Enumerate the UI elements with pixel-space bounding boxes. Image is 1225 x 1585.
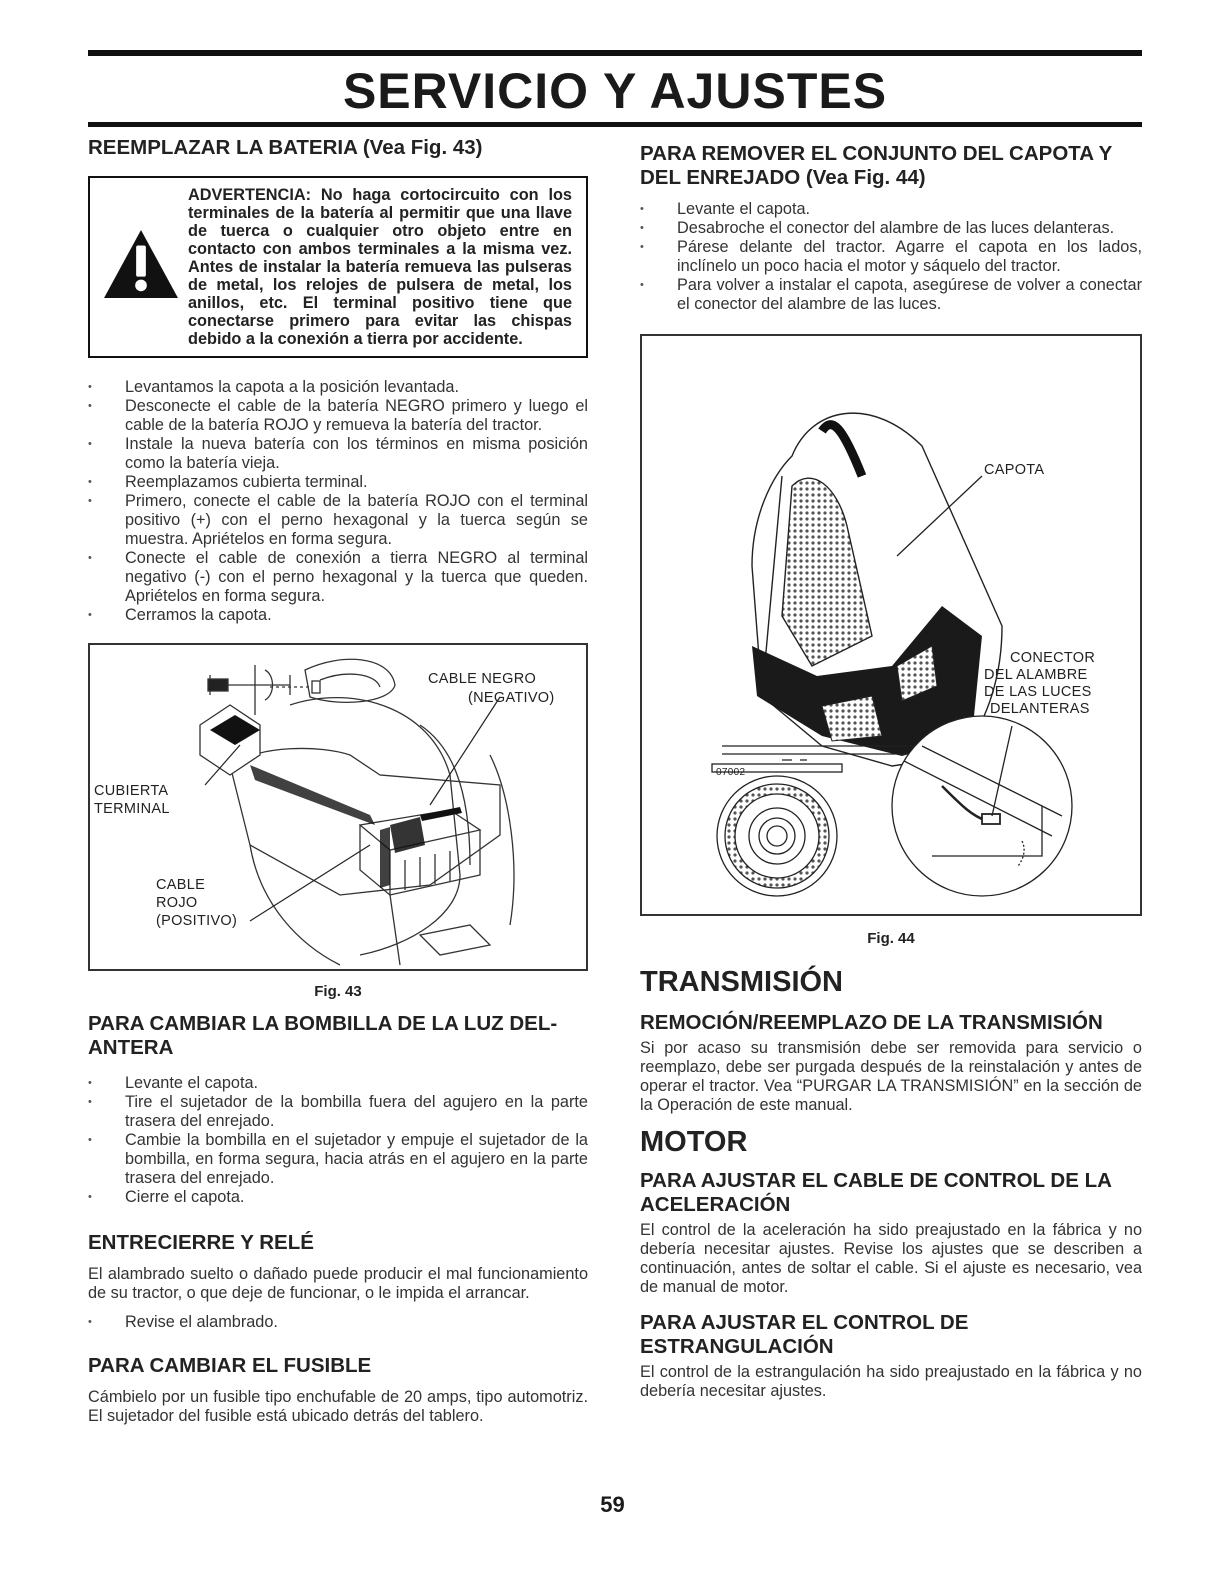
label-black-cable-negative: (NEGATIVO) <box>468 690 555 706</box>
throttle-text: El control de la aceleración ha sido preajustado en la fábrica y no debería necesitar ajustes. Revise los ajustes que se describen a continuación, antes de soltar el cable. Si el ajuste es necesario, vea de manual de motor. <box>640 1221 1142 1296</box>
list-item: • Levante el capota. <box>640 200 1142 219</box>
list-item: • Cierre el capota. <box>88 1188 588 1207</box>
fuse-text: Cámbielo por un fusible tipo enchufable de 20 amps, tipo automotriz. El sujetador del fusible está ubicado detrás del tablero. <box>88 1388 588 1425</box>
figure-43 <box>88 643 588 971</box>
list-item: • Para volver a instalar el capota, asegúrese de volver a conectar el conector del alambre de las luces. <box>640 276 1142 314</box>
choke-heading: PARA AJUSTAR EL CONTROL DE ESTRANGULACIÓN <box>640 1311 969 1358</box>
label-connector-4: DELANTERAS <box>990 701 1090 717</box>
figure-code: 07002 <box>716 767 746 778</box>
label-terminal-cover: CUBIERTA <box>94 783 169 799</box>
title-rule <box>88 122 1142 127</box>
list-item: • Conecte el cable de conexión a tierra NEGRO al terminal negativo (-) con el perno hexagonal y la tuerca que queden. Apriételos en forma segura. <box>88 549 588 606</box>
choke-text: El control de la estrangulación ha sido preajustado en la fábrica y no debería necesitar ajustes. <box>640 1363 1142 1400</box>
right-column <box>640 132 1142 1401</box>
interlock-heading: ENTRECIERRE Y RELÉ <box>88 1231 314 1254</box>
hood-illustration <box>642 336 1140 914</box>
throttle-heading: PARA AJUSTAR EL CABLE DE CONTROL DE LA ACELERACIÓN <box>640 1169 1112 1216</box>
list-item: • Cerramos la capota. <box>88 606 588 625</box>
transmission-title: TRANSMISIÓN <box>640 966 843 998</box>
transmission-heading: REMOCIÓN/REEMPLAZO DE LA TRANSMISIÓN <box>640 1011 1103 1034</box>
motor-title: MOTOR <box>640 1126 748 1158</box>
page-title: SERVICIO Y AJUSTES <box>342 63 888 119</box>
left-column <box>88 132 588 1426</box>
figure-44 <box>640 334 1142 916</box>
warning-triangle-icon <box>102 228 180 300</box>
battery-warning-box <box>88 176 588 358</box>
label-connector: CONECTOR <box>1010 650 1096 666</box>
list-item: • Desabroche el conector del alambre de las luces delanteras. <box>640 219 1142 238</box>
page-number: 59 <box>600 1492 625 1517</box>
interlock-text: El alambrado suelto o dañado puede producir el mal funcionamiento de su tractor, o que deje de funcionar, o le impida el arrancar. <box>88 1265 588 1302</box>
list-item: • Reemplazamos cubierta terminal. <box>88 473 588 492</box>
list-item: • Primero, conecte el cable de la batería ROJO con el terminal positivo (+) con el perno hexagonal y la tuerca según se muestra. Apriételos en forma segura. <box>88 492 588 549</box>
battery-heading: REEMPLAZAR LA BATERIA (Vea Fig. 43) <box>88 136 483 159</box>
list-item: • Desconecte el cable de la batería NEGRO primero y luego el cable de la batería ROJO y remueva la batería del tractor. <box>88 397 588 435</box>
figure-43-caption: Fig. 43 <box>314 983 362 1000</box>
list-item: • Instale la nueva batería con los términos en misma posición como la batería vieja. <box>88 435 588 473</box>
label-red-cable: CABLE <box>156 877 206 893</box>
list-item: • Cambie la bombilla en el sujetador y empuje el sujetador de la bombilla, en forma segura, hacia atrás en el agujero en la parte trasera del enrejado. <box>88 1131 588 1188</box>
fuse-heading: PARA CAMBIAR EL FUSIBLE <box>88 1354 372 1377</box>
transmission-text: Si por acaso su transmisión debe ser removida para servicio o reemplazo, debe ser purgada después de la reinstalación y antes de operar el tractor. Vea “PURGAR LA TRANSMISIÓN” en la sección de la Operación de este manual. <box>640 1039 1142 1114</box>
top-rule <box>88 50 1142 56</box>
list-item: • Levantamos la capota a la posición levantada. <box>88 378 588 397</box>
battery-warning-text: ADVERTENCIA: No haga cortocircuito con los terminales de la batería al permitir que una llave de tuerca o cualquier otro objeto entre en contacto con ambos terminales a la misma vez. Antes de instalar la batería remueva las pulseras de metal, los relojes de pulsera de metal, los anillos, etc. El terminal positivo tiene que conectarse primero para evitar las chispas debido a la conexión a tierra por accidente. <box>188 186 572 348</box>
battery-steps <box>88 378 588 625</box>
list-item: • Párese delante del tractor. Agarre el capota en los lados, inclínelo un poco hacia el motor y sáquelo del tractor. <box>640 238 1142 276</box>
list-item: • Levante el capota. <box>88 1074 588 1093</box>
label-connector-3: DE LAS LUCES <box>984 684 1092 700</box>
label-black-cable: CABLE NEGRO <box>428 671 537 687</box>
bulb-heading: PARA CAMBIAR LA BOMBILLA DE LA LUZ DEL-ANTERA <box>88 1012 558 1059</box>
hood-steps <box>640 200 1142 314</box>
label-connector-2: DEL ALAMBRE <box>984 667 1088 683</box>
label-hood: CAPOTA <box>984 462 1045 478</box>
list-item: • Revise el alambrado. <box>88 1313 588 1332</box>
label-red-cable-2: ROJO <box>156 895 198 911</box>
label-red-cable-positive: (POSITIVO) <box>156 913 238 929</box>
hood-heading: PARA REMOVER EL CONJUNTO DEL CAPOTA Y DEL ENREJADO (Vea Fig. 44) <box>640 142 1112 189</box>
bulb-steps <box>88 1074 588 1207</box>
figure-44-caption: Fig. 44 <box>867 930 915 947</box>
list-item: • Tire el sujetador de la bombilla fuera del agujero en la parte trasera del enrejado. <box>88 1093 588 1131</box>
interlock-steps <box>88 1313 588 1332</box>
label-terminal-cover-2: TERMINAL <box>94 801 170 817</box>
